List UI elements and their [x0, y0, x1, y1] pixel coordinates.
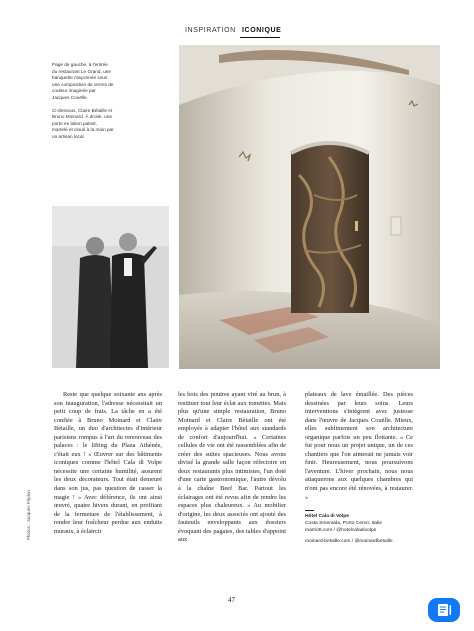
article-column-2 [178, 391, 286, 545]
hotel-website[interactable]: marriott.com / @hotelcaladivolpe [305, 527, 377, 533]
hotel-name: Hôtel Cala di Volpe [305, 514, 349, 520]
info-divider [305, 510, 314, 511]
hotel-info [305, 510, 413, 546]
section-underline [240, 37, 280, 38]
section-label: INSPIRATION [185, 27, 236, 34]
article-column-3 [305, 391, 413, 546]
caption-portrait-door: Ci-dessous, Claire Bétaille et Bruno Moinard. À droite, une porte en laiton patiné, martelé et cloué à la main par un artisan local. [52, 107, 114, 139]
article-paragraph: les bois des poutres ayant viré au brun, à restituer tout leur éclat aux tomettes. Mais plus qu'une simple restauration, Bruno Moinard et Claire Bétaille ont été employés à adapter l'hôtel aux standards de confort d'aujourd'hui. « Certaines cellules de vie ont été rassemblées afin de créer des suites spacieuses. Nous avons divisé la grande salle façon réfectoire en deux restaurants plus intimistes, l'un doté d'une carte gastronomique, l'autre dévolu à la chaîne Beef Bar. Partout les éclairages ont été revus afin de rendre les espaces plus chaleureux. » Au mobilier d'origine, les deux associés ont ajouté des fauteuils enveloppants aux dossiers évoquant des pagaies, des tables d'appoint aux [178, 391, 286, 544]
page-number: 47 [228, 596, 235, 604]
article-column-1 [54, 391, 162, 536]
hotel-address: Costa Smeralda, Porto Cervo, Italie [305, 520, 382, 526]
portrait-photo [52, 206, 169, 368]
door-photo [179, 45, 440, 369]
reader-mode-icon [428, 598, 460, 622]
photo-credit: Photos : Jacques Pépion [26, 490, 31, 540]
current-section-label: ICONIQUE [242, 27, 282, 34]
reader-mode-button[interactable] [428, 598, 460, 622]
designer-link[interactable]: moinard-betaille.com / @moinardbetaille [305, 539, 393, 545]
caption-left-page: Page de gauche, à l'entrée du restaurant Le Grand, une banquette maçonnée sous une composition de verres de couleur imaginée par Jacques Couëlle. [52, 62, 114, 100]
article-paragraph: plateaux de lave émaillée. Des pièces dessinées par leurs soins. Leurs interventions s'intègrent avec justesse dans l'œuvre de Jacques Couëlle. Mieux, elles sublimentent son architecture organique parfois un peu flottante. « Ce fut pour nous un projet unique, un de ces chantiers que l'on aimerait ne jamais voir finir. Heureusement, nous poursuivons l'aventure. L'hiver prochain, nous nous attaquerons aux quelques chambres qui n'ont pas encore été rénovées, à restaurer. » [305, 391, 413, 501]
section-header [185, 27, 289, 39]
photo-caption [52, 62, 114, 147]
article-paragraph: Reste que quelque soixante ans après son inauguration, l'adresse nécessitait un petit coup de frais. La tâche en a été confiée à Bruno Moinard et Claire Bétaille, un duo d'architectes d'intérieur parisiens rompus à l'art du renouveau des palaces : le lifting du Plaza Athénée, c'était eux ! « Œuvrer sur des bâtiments iconiques comme l'hôtel Cala di Volpe nécessite une certaine humilité, assurent les deux décorateurs. Tout était demeuré dans son jus, pas question de casser la magie ! » Avec déférence, ils ont ainsi œuvré, quatre hivers durant, en profitant de la fermeture de l'établissement, à rendre leur fraîcheur perdue aux enduits muraux, à éclaircir [54, 391, 162, 535]
